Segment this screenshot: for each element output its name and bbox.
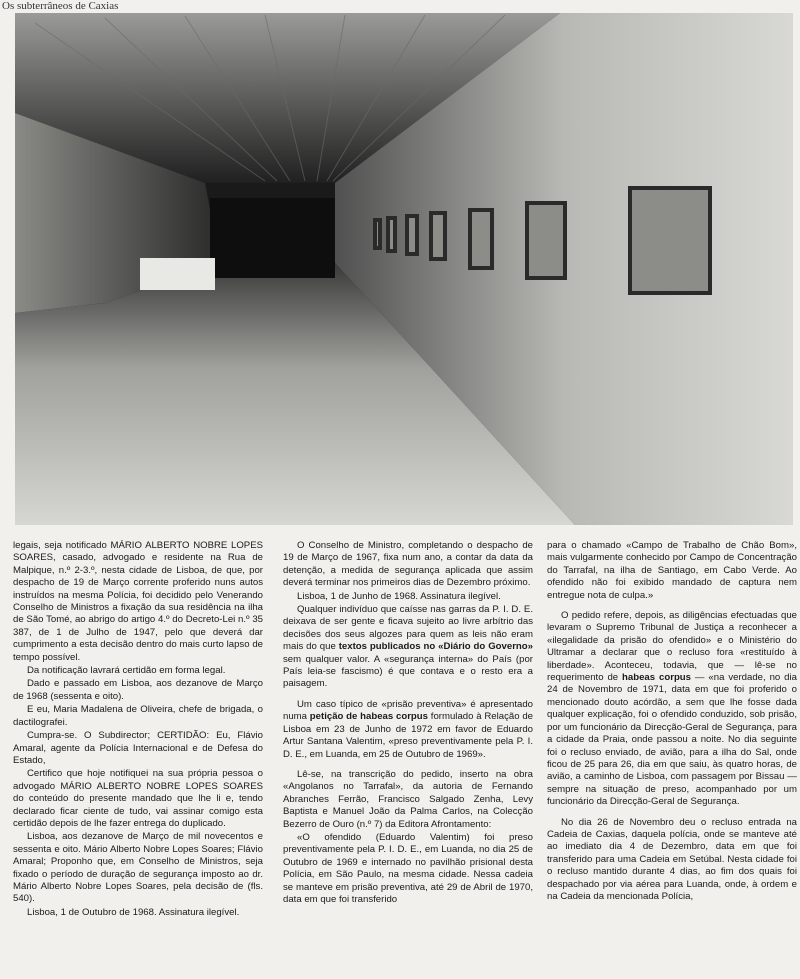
text-run: sem qualquer valor. A «segurança interna» do País (por País leia-se fascismo) é que contava e o resto era a paisagem. — [283, 653, 533, 690]
bold-text: textos publicados no «Diário do Governo» — [338, 641, 533, 653]
paragraph — [283, 699, 533, 761]
text-column-1 — [13, 540, 263, 979]
tunnel-photo — [15, 13, 793, 525]
text-column-3 — [547, 540, 797, 979]
paragraph: Lê-se, na transcrição do pedido, inserto na obra «Angolanos no Tarrafal», da autoria de Fernando Abranches Ferrão, Francisco Salgado Zenha, Levy Baptista e Manuel João da Palma Carlos, na Colecção Bezerro de Ouro (n.º 7) da Editora Afrontamento: — [283, 768, 533, 830]
paragraph: Dado e passado em Lisboa, aos dezanove de Março de 1968 (sessenta e oito). — [13, 678, 263, 702]
paragraph: O Conselho de Ministro, completando o despacho de 19 de Março de 1967, fixa num ano, a contar da data da detenção, a medida de segurança aplicada que assim deverá terminar nos primeiros dias de Dezembro próximo. — [283, 540, 533, 589]
running-header: Os subterrâneos de Caxias — [2, 0, 119, 12]
paragraph: legais, seja notificado MÁRIO ALBERTO NOBRE LOPES SOARES, casado, advogado e residente na Rua de Malpique, n.º 2-3.º, nesta cidade de Lisboa, de que, por despacho de 19 de Março corrente proferido nuns autos instruídos na mesma Polícia, foi decidido pelo Venerando Conselho de Ministros a fixação da sua residência na ilha de São Tomé, ao abrigo do artigo 4.º do Decreto-Lei n.º 35 387, de 1 de Julho de 1947, pelo que deverá dar cumprimento a esta decisão dentro do mais curto lapso de tempo possível. — [13, 540, 263, 663]
paragraph: Certifico que hoje notifiquei na sua própria pessoa o advogado MÁRIO ALBERTO NOBRE LOPES SOARES do conteúdo do presente mandado que lhe li e, tendo declarado ficar ciente de tudo, vai assinar comigo esta certidão depois de lhe fazer entrega do duplicado. — [13, 768, 263, 829]
paragraph: «O ofendido (Eduardo Valentim) foi preso preventivamente pela P. I. D. E., em Luanda, no dia 25 de Outubro de 1969 e internado no pavilhão prisional desta Polícia, em São Paulo, na mesma cidade. Nessa cadeia se manteve em prisão preventiva, até 29 de Abril de 1970, data em que foi transferido — [283, 831, 533, 905]
text-run: formulado à Relação de Lisboa em 23 de Junho de 1972 em favor de Eduardo Artur Santana Valentim, «preso preventivamente pela P. I. D. E., em Luanda, em 25 de Outubro de 1969». — [283, 711, 533, 760]
paragraph: Lisboa, 1 de Outubro de 1968. Assinatura ilegível. — [27, 906, 240, 918]
paragraph: No dia 26 de Novembro deu o recluso entrada na Cadeia de Caxias, daquela polícia, onde se manteve até ao imediato dia 4 de Dezembro, data em que foi transferido para uma Cadeia em Setúbal. Nesta cidade foi o recluso mantido durante 4 dias, ao fim dos quais foi despachado por via aérea para Luanda, onde, à ordem e na Cadeia da mencionada Polícia, — [547, 816, 797, 902]
paragraph: Da notificação lavrará certidão em forma legal. — [27, 665, 226, 677]
paragraph — [547, 610, 797, 809]
bold-text: habeas corpus — [622, 672, 691, 684]
paragraph: E eu, Maria Madalena de Oliveira, chefe de brigada, o dactilografei. — [13, 704, 263, 728]
text-run: O pedido refere, depois, as diligências efectuadas que levaram o Supremo Tribunal de Justiça a reconhecer a «ilegalidade da prisão do ofendido» e o Ministério do Ultramar a declarar que o recluso fora «restituído à liberdade». Aconteceu, todavia, que — lê-se no requerimento de — [547, 610, 797, 684]
text-run: — «na verdade, no dia 24 de Novembro de 1971, data em que foi proferido o mencionado douto acórdão, a sem que lhe fosse dada qualquer explicação, foi o ofendido conduzido, sob prisão, por um funcionário da Direcção-Geral de Segurança, para a cidade da Praia, onde passou a noite. No dia seguinte foi o recluso enviado, de avião, para a ilha do Sal, onde ficou de 25 para 26, dia em que saiu, às quatro horas, de avião, a caminho de Lisboa, com passagem por Bissau — sempre na situação de preso, acompanhado por um funcionário da Direcção-Geral de Segurança. — [547, 672, 797, 808]
paragraph: para o chamado «Campo de Trabalho de Chão Bom», mais vulgarmente conhecido por Campo de Concentração do Tarrafal, na ilha de Santiago, em Cabo Verde. Ao ofendido não foi exibido mandado de captura nem entregue nota de culpa.» — [547, 540, 797, 601]
bold-text: petição de habeas corpus — [309, 711, 428, 723]
text-column-2 — [283, 540, 533, 979]
text-run: Um caso típico de «prisão preventiva» é apresentado numa — [283, 698, 533, 723]
paragraph: Lisboa, 1 de Junho de 1968. Assinatura ilegível. — [297, 590, 501, 602]
paragraph: Cumpra-se. O Subdirector; CERTIDÃO: Eu, Flávio Amaral, agente da Polícia Internacional e de Defesa do Estado, — [13, 730, 263, 766]
paragraph: Lisboa, aos dezanove de Março de mil novecentos e sessenta e oito. Mário Alberto Nobre Lopes Soares; Flávio Amaral; Proponho que, em Conselho de Ministros, seja fixado o período de duração de segurança imposto ao dr. Mário Alberto Nobre Lopes Soares, pela decisão de (fls. 540). — [13, 831, 263, 905]
text-run: Qualquer indivíduo que caísse nas garras da P. I. D. E. deixava de ser gente e ficava sujeito ao livre arbítrio das decisões dos seus algozes para quem as leis não eram mais do que — [283, 604, 533, 653]
paragraph — [283, 604, 533, 691]
